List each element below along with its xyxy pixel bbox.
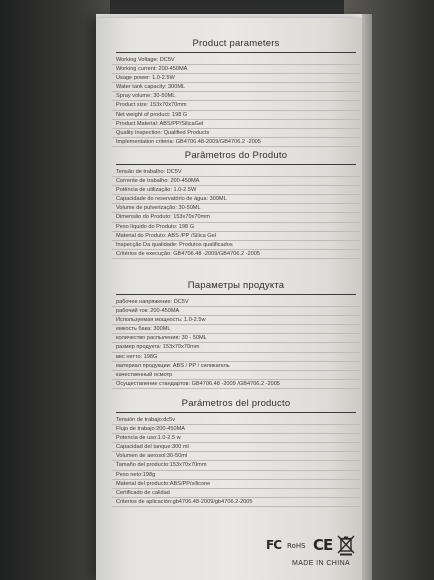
param-line: материал продукции: ABS / PP / силикагель <box>112 362 360 371</box>
param-line: Material do Produto: ABS /PP /Silica Gel <box>112 232 360 241</box>
section-spanish <box>112 394 360 544</box>
param-line: Potencia de uso:1.0-2.5 w <box>112 434 360 443</box>
fc-mark: FC <box>266 538 282 552</box>
section-title: Parâmetros do Produto <box>184 150 288 161</box>
param-line: Potência de utilização: 1.0-2.5W <box>112 186 360 195</box>
param-line: Usage power: 1.0-2.5W <box>112 74 360 83</box>
param-line: Volumen de aerosol:30-50ml <box>112 452 360 461</box>
param-line: емкость бака: 300ML <box>112 325 360 334</box>
param-line: вес нетто: 198G <box>112 353 360 362</box>
section-divider <box>116 294 356 295</box>
param-line: Working current: 200-450MA <box>112 65 360 74</box>
param-line: рабочий ток: 200-450MA <box>112 307 360 316</box>
param-line: Working Voltage: DC5V <box>112 56 360 65</box>
param-line: Tensão de trabalho: DC5V <box>112 168 360 177</box>
param-line: Certificado de calidad <box>112 489 360 498</box>
param-line: Product Material: ABS/PP/SilicaGel <box>112 120 360 129</box>
param-line: Material del producto:ABS/PP/silicone <box>112 480 360 489</box>
param-line: Volume de pulverização: 30-50ML <box>112 204 360 213</box>
param-line: Peso neto:198g <box>112 471 360 480</box>
param-line: Tensión de trabajo:dc5v <box>112 416 360 425</box>
param-line: Criterios de aplicación:gb4706.48-2009/gb4706.2-2005 <box>112 498 360 507</box>
ce-mark: CE <box>313 536 333 554</box>
param-line: Water tank capacity: 300ML <box>112 83 360 92</box>
section-title: Product parameters <box>192 38 280 49</box>
param-line: Corrente de trabalho: 200-450MA <box>112 177 360 186</box>
param-line: Tamaño del producto:153x70x70mm <box>112 461 360 470</box>
param-line: Flujo de trabajo:200-450MA <box>112 425 360 434</box>
section-divider <box>116 52 356 53</box>
param-line: Capacidad del tanque:300 ml <box>112 443 360 452</box>
param-line: Используемая мощность: 1.0-2.5w <box>112 316 360 325</box>
section-title: Параметры продукта <box>187 280 285 291</box>
param-line: Spray volume: 30-50ML <box>112 92 360 101</box>
rohs-mark: RoHS <box>287 542 306 550</box>
section-title: Parámetros del producto <box>181 398 291 409</box>
param-line: Inspecção Da qualidade: Produtos qualificados <box>112 241 360 250</box>
param-line: Peso líquido do Produto: 198 G <box>112 223 360 232</box>
param-line: Product size: 153x70x70mm <box>112 101 360 110</box>
certification-marks <box>258 532 368 556</box>
param-line: Net weight of product: 198 G <box>112 111 360 120</box>
section-english <box>112 34 360 146</box>
section-russian <box>112 276 360 394</box>
background-left <box>0 0 110 580</box>
param-line: Quality Inspection: Qualified Products <box>112 129 360 138</box>
param-line: рабочее напряжение: DC5V <box>112 298 360 307</box>
section-divider <box>116 412 356 413</box>
box-edge <box>362 14 372 580</box>
param-line: Dimensão do Produto: 153x70x70mm <box>112 213 360 222</box>
crossed-bin-icon <box>336 534 356 556</box>
param-line: Critérios de execução: GB4706.48 -2009/GB4706.2 -2005 <box>112 250 360 259</box>
param-line: качественный осмотр <box>112 371 360 380</box>
section-portuguese <box>112 146 360 276</box>
param-line: Implementation criteria: GB4706.48-2009/GB4706.2 -2005 <box>112 138 360 147</box>
section-divider <box>116 164 356 165</box>
parameters-panel <box>112 34 360 544</box>
param-line: Осуществление стандартов: GB4706.48 -2009 /GB4706.2 -2005 <box>112 380 360 389</box>
param-line: Capacidade do reservatório de água: 300ML <box>112 195 360 204</box>
param-line: количество распыления: 30 - 50ML <box>112 334 360 343</box>
origin-label: MADE IN CHINA <box>292 560 351 567</box>
param-line: размер продукта: 153x70x70mm <box>112 343 360 352</box>
